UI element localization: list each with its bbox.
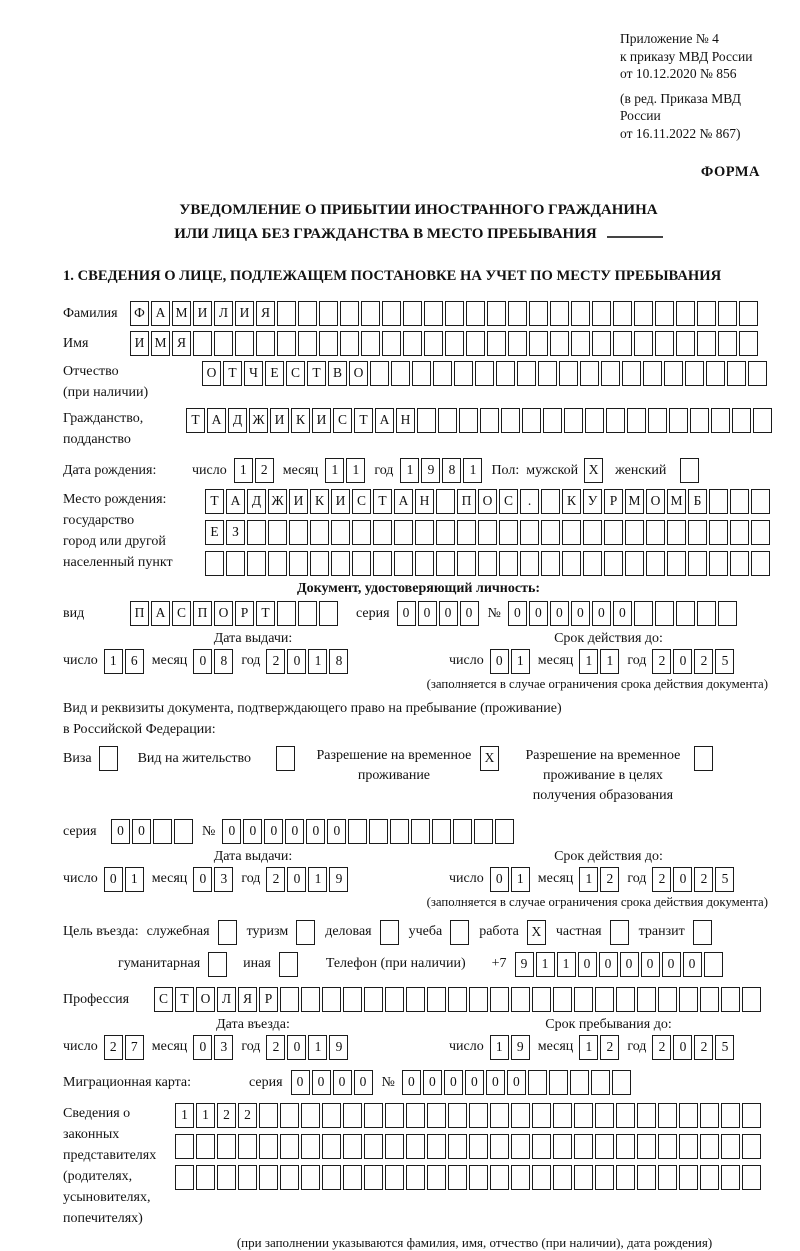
purpose-study-label: учеба bbox=[408, 924, 443, 940]
stay-month-label: месяц bbox=[537, 1039, 574, 1055]
citizenship-label bbox=[63, 408, 186, 450]
birth-place-label bbox=[63, 489, 205, 573]
stay-day-cells[interactable]: 1 9 bbox=[490, 1035, 532, 1060]
appendix-line-2: к приказу МВД России bbox=[620, 48, 753, 64]
section1-heading: 1. СВЕДЕНИЯ О ЛИЦЕ, ПОДЛЕЖАЩЕМ ПОСТАНОВКЕ НА УЧЕТ ПО МЕСТУ ПРЕБЫВАНИЯ bbox=[63, 267, 722, 284]
res-doc-line1: Вид и реквизиты документа, подтверждающего право на пребывание (проживание) bbox=[63, 700, 562, 716]
given-name-row bbox=[63, 331, 774, 356]
reps-label-line6: попечителях) bbox=[63, 1210, 143, 1226]
res-number-cells[interactable]: 0 0 0 0 0 0 bbox=[222, 819, 516, 844]
doc-type-label: вид bbox=[63, 605, 85, 621]
entry-dates-row bbox=[63, 1035, 774, 1060]
appendix-line-3: от 10.12.2020 № 856 bbox=[620, 66, 737, 82]
form-label: ФОРМА bbox=[700, 164, 760, 181]
doc-valid-day-label: число bbox=[449, 653, 484, 669]
doc-dates-row bbox=[63, 649, 774, 674]
doc-number-label: № bbox=[487, 605, 501, 621]
mig-series-label: серия bbox=[249, 1074, 283, 1090]
patronymic-label bbox=[63, 361, 202, 403]
form-title-line2: ИЛИ ЛИЦА БЕЗ ГРАЖДАНСТВА В МЕСТО ПРЕБЫВАНИЯ bbox=[174, 225, 597, 242]
patronymic-cells[interactable]: О Т Ч Е С Т В О bbox=[202, 361, 769, 386]
purpose-other-label: иная bbox=[243, 956, 271, 972]
purpose-label: Цель въезда: bbox=[63, 924, 139, 940]
reps-label-line5: усыновителях, bbox=[63, 1189, 151, 1205]
doc-number-cells[interactable]: 0 0 0 0 0 0 bbox=[508, 601, 739, 626]
purpose-business-label: деловая bbox=[325, 924, 372, 940]
entry-year-cells[interactable]: 2 0 1 9 bbox=[266, 1035, 350, 1060]
res-series-label: серия bbox=[63, 823, 97, 839]
purpose-work-label: работа bbox=[479, 924, 519, 940]
purpose-transit-checkbox[interactable] bbox=[693, 920, 714, 945]
res-series-cells[interactable]: 0 0 bbox=[111, 819, 195, 844]
res-issue-month-cells[interactable]: 0 3 bbox=[193, 867, 235, 892]
res-issue-day-label: число bbox=[63, 871, 98, 887]
entry-date-group bbox=[63, 1035, 443, 1060]
form-title bbox=[63, 199, 774, 246]
amendment-line-2: от 16.11.2022 № 867) bbox=[620, 125, 741, 141]
birth-place-cells-block bbox=[205, 489, 772, 576]
birth-month-label: месяц bbox=[282, 462, 319, 478]
stay-year-label: год bbox=[627, 1039, 647, 1055]
doc-valid-date-group bbox=[443, 649, 736, 674]
temp-residence-edu-option bbox=[519, 746, 715, 807]
doc-valid-day-cells[interactable]: 0 1 bbox=[490, 649, 532, 674]
profession-cells[interactable]: С Т О Л Я Р bbox=[154, 987, 763, 1012]
purpose-transit-label: транзит bbox=[638, 924, 685, 940]
res-issue-date-group bbox=[63, 867, 443, 892]
entry-dates-header bbox=[63, 1017, 774, 1033]
given-name-cells[interactable]: И М Я bbox=[130, 331, 760, 356]
purpose-humanitarian-label: гуманитарная bbox=[118, 956, 201, 972]
res-valid-day-cells[interactable]: 0 1 bbox=[490, 867, 532, 892]
doc-series-label: серия bbox=[356, 605, 390, 621]
reps-cells-row1[interactable]: 1 1 2 2 bbox=[175, 1103, 763, 1128]
sex-male-label: мужской bbox=[526, 462, 579, 478]
sex-label: Пол: bbox=[491, 462, 520, 478]
reps-label-line2: законных bbox=[63, 1126, 120, 1142]
doc-issue-date-header: Дата выдачи: bbox=[213, 630, 293, 646]
profession-row bbox=[63, 987, 774, 1012]
temp-residence-label: Разрешение на временное проживание bbox=[316, 747, 472, 784]
citizenship-cells[interactable]: Т А Д Ж И К И С Т А Н bbox=[186, 408, 774, 433]
doc-valid-year-label: год bbox=[627, 653, 647, 669]
representatives-note: (при заполнении указываются фамилия, имя, отчество (при наличии), дата рождения) bbox=[236, 1234, 713, 1250]
res-valid-until-header: Срок действия до: bbox=[554, 848, 663, 864]
residence-permit-label: Вид на жительство bbox=[137, 750, 251, 766]
purpose-row bbox=[63, 920, 774, 945]
id-doc-row bbox=[63, 601, 774, 626]
res-valid-month-cells[interactable]: 1 2 bbox=[579, 867, 621, 892]
reps-label-line4: (родителях, bbox=[63, 1168, 133, 1184]
appendix-block bbox=[620, 30, 774, 142]
purpose-row2 bbox=[118, 952, 774, 977]
appendix-line-1: Приложение № 4 bbox=[620, 31, 719, 46]
form-title-line1: УВЕДОМЛЕНИЕ О ПРИБЫТИИ ИНОСТРАННОГО ГРАЖДАНИНА bbox=[179, 202, 658, 219]
birth-place-cells-row3[interactable] bbox=[205, 551, 772, 576]
entry-day-cells[interactable]: 2 7 bbox=[104, 1035, 146, 1060]
res-dates-header bbox=[63, 849, 774, 865]
visa-checkbox[interactable] bbox=[99, 746, 120, 771]
doc-issue-day-cells[interactable]: 1 6 bbox=[104, 649, 146, 674]
purpose-other-checkbox[interactable] bbox=[279, 952, 300, 977]
purpose-tourism-checkbox[interactable] bbox=[296, 920, 317, 945]
title-blank-line bbox=[607, 226, 663, 238]
doc-valid-until-header: Срок действия до: bbox=[554, 630, 663, 646]
doc-type-cells[interactable]: П А С П О Р Т bbox=[130, 601, 340, 626]
res-doc-series-row bbox=[63, 819, 774, 844]
birth-month-cells[interactable]: 1 1 bbox=[325, 458, 367, 483]
res-dates-row bbox=[63, 867, 774, 892]
reps-label-line1: Сведения о bbox=[63, 1105, 131, 1121]
birth-place-label-line1: Место рождения: bbox=[63, 491, 167, 507]
doc-issue-date-group bbox=[63, 649, 443, 674]
doc-valid-month-label: месяц bbox=[537, 653, 574, 669]
purpose-study-checkbox[interactable] bbox=[450, 920, 471, 945]
phone-prefix: +7 bbox=[491, 956, 507, 972]
res-valid-day-label: число bbox=[449, 871, 484, 887]
res-number-label: № bbox=[202, 823, 216, 839]
birth-place-row bbox=[63, 489, 774, 576]
purpose-business-checkbox[interactable] bbox=[380, 920, 401, 945]
birth-place-cells-row1[interactable]: Т А Д Ж И К И С Т А Н П О С . К У Р М О М Б bbox=[205, 489, 772, 514]
form-title-line2-wrap bbox=[63, 223, 774, 246]
doc-valid-month-cells[interactable]: 1 1 bbox=[579, 649, 621, 674]
reps-label-line3: представителях bbox=[63, 1147, 157, 1163]
res-valid-date-group bbox=[443, 867, 736, 892]
reps-cells-row3[interactable] bbox=[175, 1165, 763, 1190]
migration-card-label: Миграционная карта: bbox=[63, 1074, 192, 1090]
entry-month-cells[interactable]: 0 3 bbox=[193, 1035, 235, 1060]
birth-day-cells[interactable]: 1 2 bbox=[234, 458, 276, 483]
doc-validity-note: (заполняется в случае ограничения срока действия документа) bbox=[426, 676, 768, 691]
citizenship-label-line2: подданство bbox=[63, 431, 131, 447]
birth-date-label: Дата рождения: bbox=[63, 462, 157, 478]
purpose-official-label: служебная bbox=[146, 924, 210, 940]
doc-issue-year-cells[interactable]: 2 0 1 8 bbox=[266, 649, 350, 674]
sex-female-label: женский bbox=[615, 462, 667, 478]
id-doc-heading: Документ, удостоверяющий личность: bbox=[296, 580, 541, 596]
stay-until-header: Срок пребывания до: bbox=[545, 1016, 672, 1032]
surname-row bbox=[63, 301, 774, 326]
visa-option bbox=[63, 746, 120, 771]
res-validity-note: (заполняется в случае ограничения срока действия документа) bbox=[426, 894, 768, 909]
mig-number-cells[interactable]: 0 0 0 0 0 0 bbox=[402, 1070, 633, 1095]
res-valid-month-label: месяц bbox=[537, 871, 574, 887]
doc-issue-day-label: число bbox=[63, 653, 98, 669]
entry-date-header: Дата въезда: bbox=[216, 1016, 290, 1032]
stay-date-group bbox=[443, 1035, 736, 1060]
migration-card-row bbox=[63, 1070, 774, 1095]
patronymic-label-line2: (при наличии) bbox=[63, 384, 149, 400]
surname-label: Фамилия bbox=[63, 305, 118, 321]
amendment-line-1: (в ред. Приказа МВД России bbox=[620, 90, 741, 124]
stay-month-cells[interactable]: 1 2 bbox=[579, 1035, 621, 1060]
birth-year-label: год bbox=[374, 462, 394, 478]
birth-place-cells-row2[interactable]: Е З bbox=[205, 520, 772, 545]
res-doc-type-row bbox=[63, 746, 774, 807]
res-issue-date-header: Дата выдачи: bbox=[213, 848, 293, 864]
entry-year-label: год bbox=[241, 1039, 261, 1055]
amendment-block bbox=[620, 90, 774, 143]
doc-issue-year-label: год bbox=[241, 653, 261, 669]
birth-place-label-line2: государство bbox=[63, 512, 135, 528]
doc-issue-month-cells[interactable]: 0 8 bbox=[193, 649, 235, 674]
phone-label: Телефон (при наличии) bbox=[325, 956, 466, 972]
patronymic-label-line1: Отчество bbox=[63, 363, 119, 379]
res-valid-year-cells[interactable]: 2 0 2 5 bbox=[652, 867, 736, 892]
res-issue-year-cells[interactable]: 2 0 1 9 bbox=[266, 867, 350, 892]
res-issue-day-cells[interactable]: 0 1 bbox=[104, 867, 146, 892]
representatives-cells-block bbox=[175, 1103, 763, 1190]
sex-female-checkbox[interactable] bbox=[680, 458, 701, 483]
birth-year-cells[interactable]: 1 9 8 1 bbox=[400, 458, 484, 483]
temp-residence-option bbox=[315, 746, 501, 787]
temp-residence-edu-checkbox[interactable] bbox=[694, 746, 715, 771]
birth-place-label-line3: город или другой bbox=[63, 533, 166, 549]
phone-cells[interactable]: 9 1 1 0 0 0 0 0 0 bbox=[515, 952, 725, 977]
doc-series-cells[interactable]: 0 0 0 0 bbox=[397, 601, 481, 626]
reps-cells-row2[interactable] bbox=[175, 1134, 763, 1159]
mig-series-cells[interactable]: 0 0 0 0 bbox=[291, 1070, 375, 1095]
stay-year-cells[interactable]: 2 0 2 5 bbox=[652, 1035, 736, 1060]
res-doc-line2: в Российской Федерации: bbox=[63, 721, 216, 737]
stay-day-label: число bbox=[449, 1039, 484, 1055]
purpose-humanitarian-checkbox[interactable] bbox=[208, 952, 229, 977]
doc-issue-month-label: месяц bbox=[151, 653, 188, 669]
entry-day-label: число bbox=[63, 1039, 98, 1055]
representatives-label bbox=[63, 1103, 175, 1229]
given-name-label: Имя bbox=[63, 335, 89, 351]
citizenship-row bbox=[63, 408, 774, 450]
residence-permit-checkbox[interactable] bbox=[276, 746, 297, 771]
patronymic-row bbox=[63, 361, 774, 403]
birth-date-row bbox=[63, 458, 774, 483]
res-issue-year-label: год bbox=[241, 871, 261, 887]
temp-residence-checkbox[interactable]: X bbox=[480, 746, 501, 771]
doc-dates-header bbox=[63, 631, 774, 647]
sex-male-checkbox[interactable]: X bbox=[584, 458, 605, 483]
representatives-row bbox=[63, 1103, 774, 1229]
citizenship-label-line1: Гражданство, bbox=[63, 410, 144, 426]
res-issue-month-label: месяц bbox=[151, 871, 188, 887]
residence-permit-option bbox=[138, 746, 297, 771]
doc-valid-year-cells[interactable]: 2 0 2 5 bbox=[652, 649, 736, 674]
birth-day-label: число bbox=[192, 462, 227, 478]
mig-number-label: № bbox=[381, 1074, 395, 1090]
purpose-private-label: частная bbox=[555, 924, 602, 940]
profession-label: Профессия bbox=[63, 991, 130, 1007]
purpose-tourism-label: туризм bbox=[246, 924, 289, 940]
entry-month-label: месяц bbox=[151, 1039, 188, 1055]
purpose-work-checkbox[interactable]: X bbox=[527, 920, 548, 945]
res-valid-year-label: год bbox=[627, 871, 647, 887]
temp-residence-edu-label: Разрешение на временное проживание в целях получения образования bbox=[525, 747, 681, 804]
purpose-private-checkbox[interactable] bbox=[610, 920, 631, 945]
birth-place-label-line4: населенный пункт bbox=[63, 554, 173, 570]
surname-cells[interactable]: Ф А М И Л И Я bbox=[130, 301, 760, 326]
visa-label: Виза bbox=[63, 750, 92, 766]
purpose-official-checkbox[interactable] bbox=[218, 920, 239, 945]
